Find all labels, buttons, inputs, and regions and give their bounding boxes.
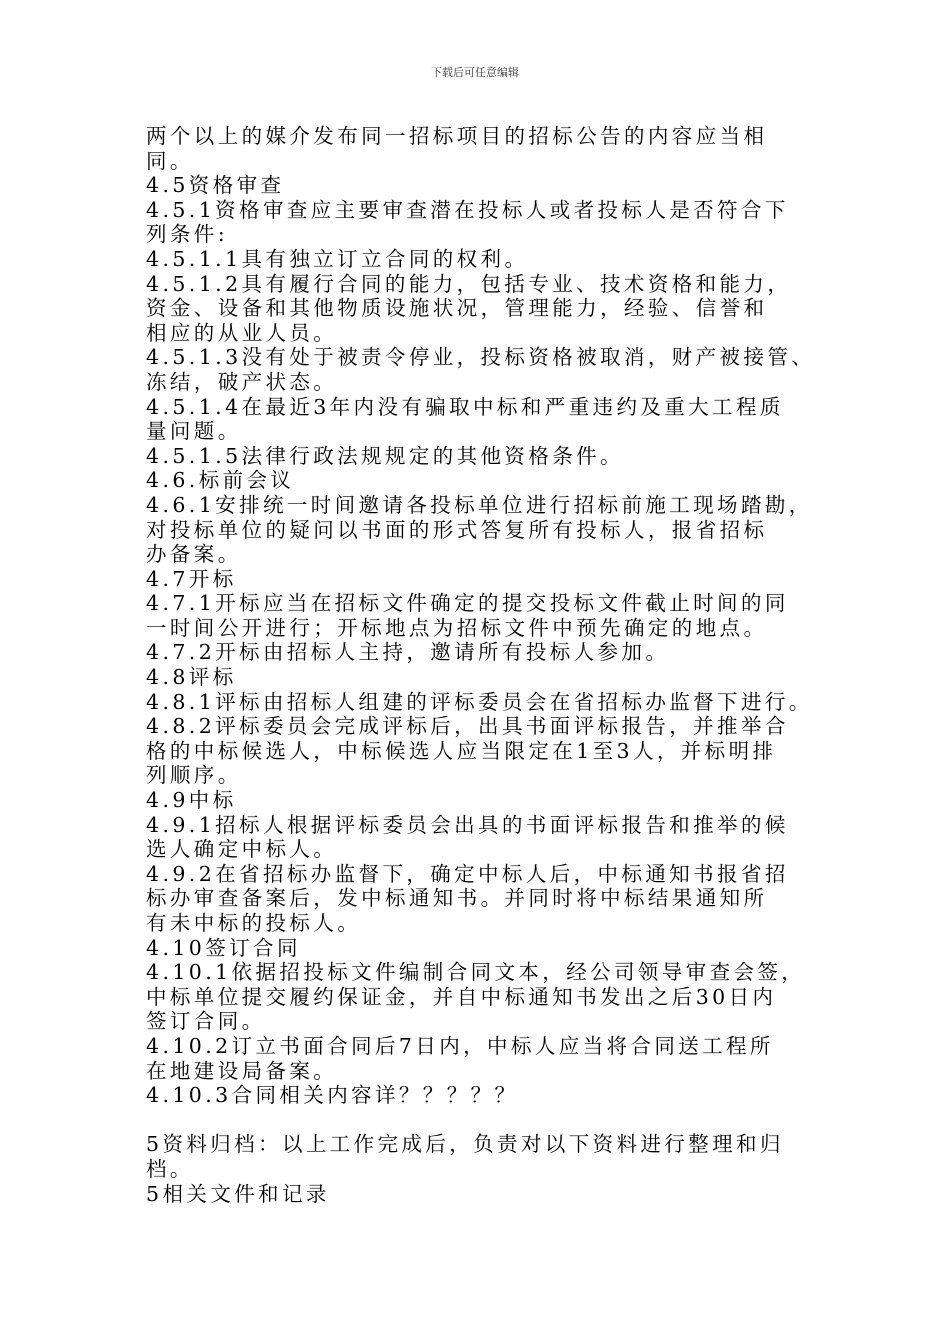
- text-line: 4.5.1.2具有履行合同的能力，包括专业、技术资格和能力，: [146, 271, 792, 296]
- text-line: 4.9.1招标人根据评标委员会出具的书面评标报告和推举的候: [146, 812, 789, 837]
- text-line: 办备案。: [146, 542, 242, 567]
- document-body: [146, 124, 826, 1206]
- text-line: 格的中标候选人，中标候选人应当限定在1至3人，并标明排: [146, 738, 777, 763]
- text-line: 4.5.1.1具有独立订立合同的权利。: [146, 246, 529, 271]
- text-line: 4.5.1.4在最近3年内没有骗取中标和严重违约及重大工程质: [146, 394, 784, 419]
- text-line: 4.10.3合同相关内容详？？？？？: [146, 1083, 519, 1108]
- text-line: 冻结，破产状态。: [146, 369, 338, 394]
- section-heading: 4.5资格审查: [146, 173, 285, 198]
- text-line: 相应的从业人员。: [146, 320, 338, 345]
- text-line: 中标单位提交履约保证金，并自中标通知书发出之后30日内: [146, 984, 777, 1009]
- text-line: 4.7.2开标由招标人主持，邀请所有投标人参加。: [146, 640, 670, 665]
- text-line: 有未中标的投标人。: [146, 911, 362, 935]
- section-heading: 5相关文件和记录: [146, 1181, 330, 1206]
- text-line: 4.5.1.3没有处于被责令停业，投标资格被取消，财产被接管、: [146, 345, 816, 370]
- text-line: 对投标单位的疑问以书面的形式答复所有投标人，报省招标: [146, 517, 768, 542]
- text-line: 列顺序。: [146, 763, 242, 788]
- text-line: 4.7.1开标应当在招标文件确定的提交投标文件截止时间的同: [146, 591, 789, 616]
- text-line: 4.8.2评标委员会完成评标后，出具书面评标报告，并推举合: [146, 714, 789, 739]
- text-line: 量问题。: [146, 419, 242, 444]
- text-line: 4.10.2订立书面合同后7日内，中标人应当将合同送工程所: [146, 1033, 774, 1058]
- section-heading: 4.7开标: [146, 566, 237, 591]
- text-line: 4.6.1安排统一时间邀请各投标单位进行招标前施工现场踏勘，: [146, 492, 813, 517]
- text-line: 标办审查备案后，发中标通知书。并同时将中标结果通知所: [146, 886, 768, 911]
- text-line: 档。: [146, 1156, 194, 1181]
- text-line: 资金、设备和其他物质设施状况，管理能力，经验、信誉和: [146, 296, 768, 321]
- text-line: 签订合同。: [146, 1009, 266, 1034]
- text-line: 4.5.1资格审查应主要审查潜在投标人或者投标人是否符合下: [146, 197, 789, 222]
- section-heading: 4.9中标: [146, 788, 237, 813]
- text-line: 4.10.1依据招投标文件编制合同文本，经公司领导审查会签，: [146, 960, 806, 985]
- text-line: 一时间公开进行；开标地点为招标文件中预先确定的地点。: [146, 615, 768, 640]
- text-line: 在地建设局备案。: [146, 1058, 338, 1083]
- text-line: 5资料归档：以上工作完成后，负责对以下资料进行整理和归: [146, 1132, 784, 1157]
- section-heading: 4.10签订合同: [146, 935, 301, 960]
- text-line: 列条件:: [146, 222, 229, 247]
- text-line: 选人确定中标人。: [146, 837, 338, 862]
- text-line: 两个以上的媒介发布同一招标项目的招标公告的内容应当相: [146, 124, 768, 148]
- page-header: 下载后可任意编辑: [431, 66, 519, 79]
- text-line: 同。: [146, 148, 194, 173]
- text-line: 4.5.1.5法律行政法规规定的其他资格条件。: [146, 443, 624, 468]
- section-heading: 4.6.标前会议: [146, 468, 295, 493]
- text-line: 4.8.1评标由招标人组建的评标委员会在省招标办监督下进行。: [146, 689, 813, 714]
- section-heading: 4.8评标: [146, 665, 237, 690]
- blank-line: [146, 1108, 826, 1133]
- text-line: 4.9.2在省招标办监督下，确定中标人后，中标通知书报省招: [146, 861, 789, 886]
